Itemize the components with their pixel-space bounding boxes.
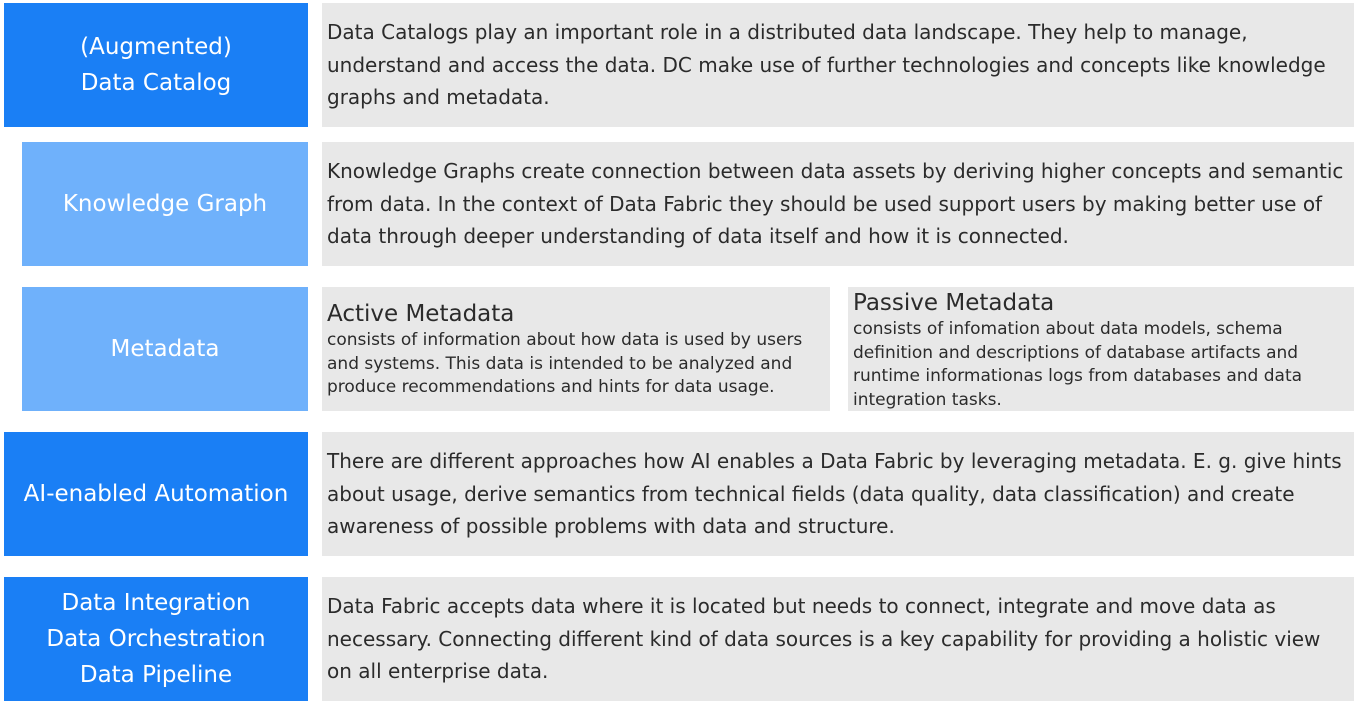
label-data-catalog [4,3,308,127]
label-ai-enabled-automation [4,432,308,556]
label-line: Metadata [110,336,220,362]
label-line: Knowledge Graph [62,191,268,217]
label-line: Data Catalog [80,70,232,96]
label-data-integration [4,577,308,701]
description-ai-enabled-automation [322,432,1354,556]
description-text: Data Catalogs play an important role in a distributed data landscape. They help to manage, understand and access the data. DC make use of further technologies and concepts like knowledge graphs and metadata. [327,20,1326,110]
description-text: Data Fabric accepts data where it is located but needs to connect, integrate and move data as necessary. Connecting different kind of data sources is a key capability for providing a holistic view on all enterprise data. [327,594,1321,684]
description-data-integration [322,577,1354,701]
label-line: (Augmented) [80,34,232,60]
active-metadata-text: consists of information about how data is used by users and systems. This data is intended to be analyzed and produce recommendations and hints for data usage. [327,330,803,397]
description-data-catalog [322,3,1354,127]
active-metadata-box [322,287,830,411]
label-line: AI-enabled Automation [23,481,289,507]
passive-metadata-title: Passive Metadata [853,290,1055,316]
description-text: Knowledge Graphs create connection between data assets by deriving higher concepts and semantic from data. In the context of Data Fabric they should be used support users by making better use of data through deeper understanding of data itself and how it is connected. [327,159,1344,249]
passive-metadata-text: consists of infomation about data models, schema definition and descriptions of database artifacts and runtime informationas logs from databases and data integration tasks. [853,319,1303,410]
label-line: Data Orchestration [46,626,266,652]
label-line: Data Integration [61,590,251,616]
passive-metadata-box [848,287,1354,411]
label-metadata [22,287,308,411]
active-metadata-title: Active Metadata [327,301,515,327]
description-knowledge-graph [322,142,1354,266]
label-knowledge-graph [22,142,308,266]
label-line: Data Pipeline [79,662,233,688]
description-text: There are different approaches how AI enables a Data Fabric by leveraging metadata. E. g. give hints about usage, derive semantics from technical fields (data quality, data classification) and create awareness of possible problems with data and structure. [327,449,1342,539]
